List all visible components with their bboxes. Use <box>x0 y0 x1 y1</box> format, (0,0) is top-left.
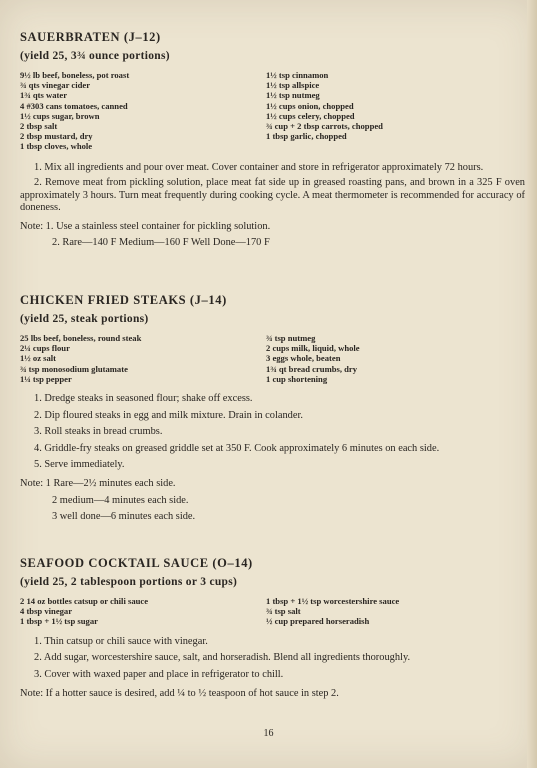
recipe-step: 3. Cover with waxed paper and place in refrigerator to chill. <box>34 668 284 680</box>
ingredient-item: 2 tbsp salt <box>20 121 58 132</box>
ingredients-right <box>266 70 383 152</box>
ingredient-item: 1 tbsp + 1½ tsp sugar <box>20 616 98 627</box>
ingredient-item: 4 tbsp vinegar <box>20 606 73 617</box>
ingredient-item: 1 tbsp cloves, whole <box>20 141 93 152</box>
recipe-step: 4. Griddle-fry steaks on greased griddle set at 350 F. Cook approximately 6 minutes on each side. <box>34 442 440 454</box>
note-line: 2. Rare—140 F Medium—160 F Well Done—170 F <box>52 236 270 248</box>
ingredient-item: 2¼ cups flour <box>20 343 70 354</box>
ingredient-item: 4 #303 cans tomatoes, canned <box>20 100 128 111</box>
page-edge <box>527 0 537 768</box>
ingredient-item: ¾ tsp salt <box>266 606 301 617</box>
ingredient-columns <box>20 70 525 152</box>
ingredients-right <box>266 333 360 384</box>
recipe-steps <box>20 393 525 472</box>
ingredient-item: ½ cup prepared horseradish <box>266 616 370 627</box>
ingredient-item: 1½ cups celery, chopped <box>266 110 355 121</box>
recipe-yield: (yield 25, 2 tablespoon portions or 3 cups) <box>20 576 238 588</box>
recipe-steps <box>20 636 525 682</box>
recipe-step: 2. Remove meat from pickling solution, place meat fat side up in greased roasting pans, and brown in a 325 F oven approximately 3 hours. Turn meat frequently during cooking cycle. A meat thermometer is recommended for accuracy of doneness. <box>20 177 525 214</box>
note-line: Note: 1 Rare—2½ minutes each side. <box>20 477 176 489</box>
recipe-step: 1. Thin catsup or chili sauce with vinegar. <box>34 635 208 647</box>
note-line: 2 medium—4 minutes each side. <box>52 494 189 506</box>
recipe-step: 1. Mix all ingredients and pour over meat. Cover container and store in refrigerator approximately 72 hours. <box>34 161 484 173</box>
recipe-title: CHICKEN FRIED STEAKS (J–14) <box>20 293 227 307</box>
recipe-step: 1. Dredge steaks in seasoned flour; shake off excess. <box>34 393 253 405</box>
recipe-step: 3. Roll steaks in bread crumbs. <box>34 426 163 438</box>
ingredient-item: ¾ tsp monosodium glutamate <box>20 363 128 374</box>
ingredient-item: 1 tbsp garlic, chopped <box>266 131 347 142</box>
ingredient-item: 25 lbs beef, boneless, round steak <box>20 333 142 343</box>
recipe-yield: (yield 25, steak portions) <box>20 313 149 325</box>
note-line: Note: 1. Use a stainless steel container for pickling solution. <box>20 221 271 232</box>
ingredient-item: 1¾ qts water <box>20 90 68 101</box>
recipe-chicken-fried-steaks <box>20 293 525 524</box>
recipe-note <box>20 478 525 524</box>
ingredient-item: 1½ tsp cinnamon <box>266 70 329 80</box>
ingredient-item: 2 14 oz bottles catsup or chili sauce <box>20 596 149 606</box>
ingredient-columns <box>20 596 525 627</box>
ingredient-item: 3 eggs whole, beaten <box>266 353 341 364</box>
ingredient-item: ¾ qts vinegar cider <box>20 80 91 91</box>
recipe-note <box>20 221 525 249</box>
ingredients-left <box>20 70 266 152</box>
ingredient-item: 1½ tsp allspice <box>266 80 320 91</box>
recipe-seafood-cocktail-sauce <box>20 556 525 701</box>
recipe-note <box>20 688 525 701</box>
ingredient-columns <box>20 333 525 384</box>
ingredient-item: 1½ cups sugar, brown <box>20 110 100 121</box>
recipe-step: 2. Dip floured steaks in egg and milk mixture. Drain in colander. <box>34 409 303 421</box>
ingredients-left <box>20 596 266 627</box>
recipe-steps <box>20 162 525 215</box>
ingredients-left <box>20 333 266 384</box>
recipe-step: 2. Add sugar, worcestershire sauce, salt, and horseradish. Blend all ingredients thoroughly. <box>34 652 411 664</box>
ingredient-item: 1½ tsp nutmeg <box>266 90 320 101</box>
ingredient-item: ¾ cup + 2 tbsp carrots, chopped <box>266 121 383 132</box>
recipe-title: SAUERBRATEN (J–12) <box>20 30 161 44</box>
ingredients-right <box>266 596 399 627</box>
ingredient-item: 2 cups milk, liquid, whole <box>266 343 360 354</box>
recipe-yield: (yield 25, 3¾ ounce portions) <box>20 50 170 62</box>
ingredient-item: 1¾ qt bread crumbs, dry <box>266 363 358 374</box>
ingredient-item: 2 tbsp mustard, dry <box>20 131 93 142</box>
page-number: 16 <box>263 728 274 739</box>
ingredient-item: 1½ oz salt <box>20 353 57 364</box>
ingredient-item: ¾ tsp nutmeg <box>266 333 316 343</box>
ingredient-item: 9½ lb beef, boneless, pot roast <box>20 70 130 80</box>
ingredient-item: 1 cup shortening <box>266 373 328 384</box>
note-line: Note: If a hotter sauce is desired, add ¼ to ½ teaspoon of hot sauce in step 2. <box>20 688 339 700</box>
note-line: 3 well done—6 minutes each side. <box>52 511 196 523</box>
recipe-sauerbraten <box>20 30 525 249</box>
ingredient-item: 1¼ tsp pepper <box>20 373 72 384</box>
recipe-step: 5. Serve immediately. <box>34 459 125 471</box>
ingredient-item: 1½ cups onion, chopped <box>266 100 354 111</box>
recipe-title: SEAFOOD COCKTAIL SAUCE (O–14) <box>20 556 253 570</box>
ingredient-item: 1 tbsp + 1½ tsp worcestershire sauce <box>266 596 400 606</box>
